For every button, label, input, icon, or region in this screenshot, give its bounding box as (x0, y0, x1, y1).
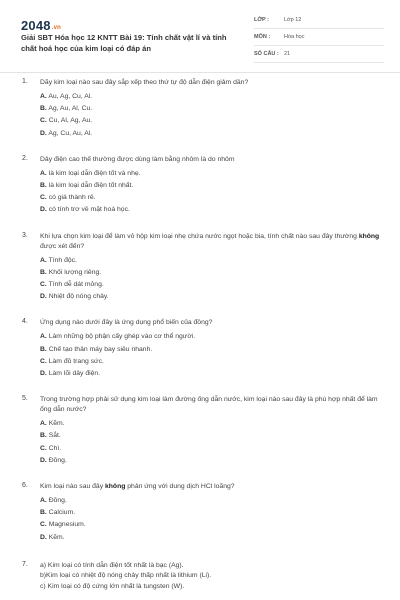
option-letter: C. (40, 444, 47, 452)
question-4 (0, 318, 400, 380)
option-text: Au, Ag, Cu, Al. (48, 93, 93, 100)
option-text: Làm những bộ phận cấy ghép vào cơ thể người. (48, 333, 196, 341)
site-logo[interactable] (21, 18, 61, 33)
option-text: Làm lõi dây điện. (48, 370, 101, 378)
option-list (40, 91, 380, 140)
option-c[interactable] (40, 279, 380, 291)
option-text: Calcium. (48, 509, 76, 517)
question-text (40, 482, 380, 492)
question-number: 2. (22, 154, 28, 162)
option-a[interactable] (40, 168, 380, 180)
meta-value: 21 (284, 51, 291, 57)
option-letter: A. (40, 169, 47, 177)
logo-text: 2048 (21, 18, 51, 33)
question-list (0, 78, 400, 600)
question-1 (0, 78, 400, 140)
option-d[interactable] (40, 291, 380, 303)
question-7 (0, 561, 400, 593)
option-a[interactable] (40, 255, 380, 267)
option-letter: A. (40, 256, 47, 264)
option-text: Ag, Cu, Au, Al. (48, 129, 93, 137)
option-c[interactable] (40, 356, 380, 368)
question-text (40, 318, 380, 328)
option-text: Kẽm. (48, 420, 65, 428)
question-3 (0, 232, 400, 304)
option-letter: D. (40, 206, 47, 214)
option-text: Đồng. (48, 497, 67, 505)
option-d[interactable] (40, 368, 380, 380)
option-letter: C. (40, 281, 47, 289)
question-text-part: Khi lựa chọn kim loại để làm vỏ hộp kim loại nhẹ chứa nước ngọt hoặc bia, tính chất nào sau đây thường (40, 232, 359, 240)
option-b[interactable] (40, 344, 380, 356)
meta-label: SỐ CÂU : (254, 51, 279, 57)
option-letter: A. (40, 497, 47, 505)
option-text: là kim loại dẫn điện tốt nhất. (48, 182, 134, 190)
option-text: Đồng. (48, 456, 67, 464)
question-5 (0, 395, 400, 467)
header-divider (0, 72, 400, 73)
option-letter: A. (40, 333, 47, 341)
option-text: Ag, Au, Al, Cu. (48, 105, 93, 113)
question-text (40, 78, 380, 88)
option-letter: A. (40, 93, 47, 100)
option-b[interactable] (40, 430, 380, 442)
question-text-part: Kim loại nào sau đây (40, 483, 105, 491)
option-b[interactable] (40, 180, 380, 192)
option-letter: D. (40, 370, 47, 378)
option-list (40, 495, 380, 544)
question-number: 7. (22, 560, 28, 568)
option-letter: D. (40, 533, 47, 541)
option-b[interactable] (40, 507, 380, 519)
option-d[interactable] (40, 128, 380, 140)
header (0, 0, 400, 70)
question-text (40, 232, 380, 252)
option-letter: D. (40, 293, 47, 301)
option-letter: B. (40, 105, 47, 113)
question-text (40, 155, 380, 165)
question-text-part: Dây điện cao thế thường được dùng làm bằng nhôm là do nhôm (40, 155, 235, 163)
option-b[interactable] (40, 267, 380, 279)
option-letter: B. (40, 509, 47, 517)
question-text-emphasis: không (358, 232, 380, 240)
option-text: Kẽm. (48, 533, 65, 541)
option-a[interactable] (40, 495, 380, 507)
option-a[interactable] (40, 331, 380, 343)
question-number: 4. (22, 318, 28, 326)
option-text: Chế tạo thân máy bay siêu nhanh. (48, 345, 153, 353)
option-text: Tính độc. (48, 256, 77, 264)
question-text-emphasis: không (105, 483, 126, 491)
option-text: có giá thành rẻ. (48, 194, 96, 202)
option-letter: C. (40, 521, 47, 529)
option-letter: D. (40, 456, 47, 464)
option-d[interactable] (40, 455, 380, 467)
question-text-part: Ứng dụng nào dưới đây là ứng dụng phổ biến của đồng? (40, 319, 213, 327)
option-letter: C. (40, 117, 47, 125)
meta-label: MÔN : (254, 34, 271, 40)
meta-row-class (254, 15, 384, 29)
option-c[interactable] (40, 192, 380, 204)
option-a[interactable] (40, 91, 380, 103)
option-letter: C. (40, 194, 47, 202)
question-number: 1. (22, 78, 28, 85)
statement-a: a) Kim loại có tính dẫn điện tốt nhất là bạc (Ag). (40, 561, 184, 569)
option-text: Nhiệt độ nóng chảy. (48, 293, 109, 301)
option-c[interactable] (40, 519, 380, 531)
option-d[interactable] (40, 532, 380, 544)
option-c[interactable] (40, 443, 380, 455)
option-b[interactable] (40, 103, 380, 115)
question-text (40, 395, 380, 415)
meta-row-count (254, 49, 384, 63)
meta-row-subject (254, 32, 384, 46)
option-list (40, 255, 380, 304)
option-letter: B. (40, 345, 47, 353)
option-letter: B. (40, 432, 47, 440)
option-list (40, 418, 380, 467)
option-d[interactable] (40, 204, 380, 216)
statement-b: b)Kim loại có nhiệt độ nóng chảy thấp nhất là lithium (Li). (40, 572, 212, 580)
option-text: Sắt. (48, 432, 61, 440)
page-title: Giải SBT Hóa học 12 KNTT Bài 19: Tính chất vật lí và tính chất hoá học của kim loại có đáp án (21, 33, 227, 53)
meta-label: LỚP : (254, 17, 269, 23)
option-text: có tính trơ về mặt hoá học. (48, 206, 130, 214)
question-text-part: Dãy kim loại nào sau đây sắp xếp theo thứ tự độ dẫn điện giảm dần? (40, 79, 249, 86)
option-a[interactable] (40, 418, 380, 430)
question-number: 6. (22, 482, 28, 490)
option-letter: A. (40, 420, 47, 428)
question-6 (0, 482, 400, 544)
question-text-part: phản ứng với dung dịch HCl loãng? (125, 483, 235, 491)
option-list (40, 168, 380, 217)
question-text-part: được xét đến? (40, 242, 85, 250)
question-2 (0, 155, 400, 217)
question-number: 5. (22, 395, 28, 403)
question-text-part: Trong trường hợp phải sử dụng kim loại làm đường ống dẫn nước, kim loại nào sau đây là phù hợp nhất để làm ống dẫn nước? (40, 396, 378, 414)
option-letter: B. (40, 182, 47, 190)
option-letter: C. (40, 357, 47, 365)
option-text: Cu, Al, Ag, Au. (48, 117, 93, 125)
meta-value: Lớp 12 (284, 17, 302, 23)
logo-suffix: .vn (51, 25, 62, 31)
option-text: Chì. (48, 444, 62, 452)
meta-value: Hóa học (284, 34, 305, 40)
option-c[interactable] (40, 115, 380, 127)
option-text: là kim loại dẫn điện tốt và nhẹ. (48, 169, 141, 177)
option-text: Magnesium. (48, 521, 86, 529)
question-number: 3. (22, 231, 28, 239)
option-text: Làm đồ trang sức. (48, 357, 104, 365)
meta-info (254, 15, 384, 66)
option-text: Khối lượng riêng. (48, 268, 102, 276)
option-letter: B. (40, 268, 47, 276)
option-list (40, 331, 380, 380)
option-letter: D. (40, 129, 47, 137)
option-text: Tính dễ dát mỏng. (48, 281, 104, 289)
statement-c: c) Kim loại có độ cứng lớn nhất là tungsten (W). (40, 583, 185, 591)
